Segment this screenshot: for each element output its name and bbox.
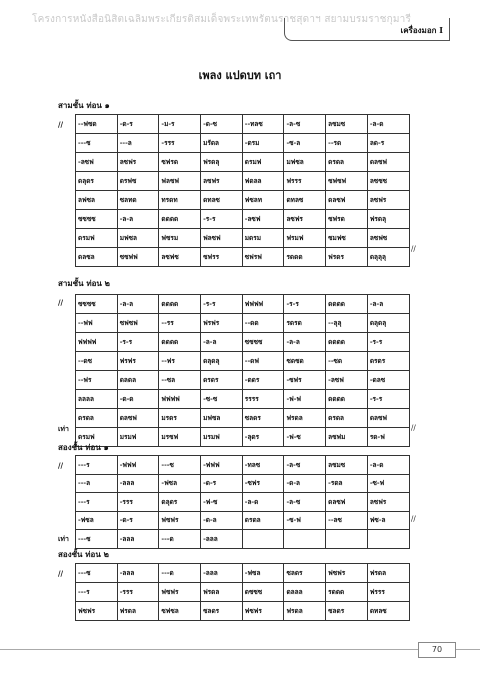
section-title: สามชั้น ท่อน ๒ [58, 278, 110, 288]
notation-cell: -ทลซ [242, 456, 284, 475]
tao-mark: เท่า [58, 534, 69, 543]
notation-cell: ฟฟฟฟ [242, 295, 284, 314]
notation-cell: ดลลล [284, 583, 326, 602]
notation-cell: ซลดร [284, 564, 326, 583]
notation-cell: ฟรดร [326, 248, 368, 267]
notation-cell: ดลุดร [159, 493, 201, 512]
notation-cell: ดลุดลุ [367, 314, 409, 333]
notation-cell: --ดฟ [242, 352, 284, 371]
notation-cell: -ด-ร [201, 474, 243, 493]
notation-cell: ---ร [76, 583, 118, 602]
notation-cell: ดดดด [326, 295, 368, 314]
notation-cell: ลซฟซ [159, 248, 201, 267]
notation-cell: ซมฟซ [326, 229, 368, 248]
notation-cell: ฟรดลุ [201, 153, 243, 172]
notation-cell: ---ร [76, 493, 118, 512]
notation-cell: -ล-ล [117, 210, 159, 229]
notation-cell: -ฟ-ฟ [284, 390, 326, 409]
notation-cell: ฟซฟร [159, 583, 201, 602]
notation-cell: --รร [159, 314, 201, 333]
notation-cell: ดลซฟ [117, 409, 159, 428]
notation-cell: -ล-ซ [284, 115, 326, 134]
tao-mark: เท่า [58, 424, 69, 433]
notation-cell: -ลซฟ [326, 371, 368, 390]
notation-cell: -ร-ร [284, 295, 326, 314]
notation-cell: --ฟร [159, 352, 201, 371]
notation-cell: ฟรดลุ [367, 210, 409, 229]
notation-cell: ลซมซ [326, 456, 368, 475]
notation-cell: รดดด [326, 583, 368, 602]
notation-cell: ดซซซ [242, 583, 284, 602]
notation-cell: รดรด [284, 314, 326, 333]
notation-table [75, 455, 410, 549]
notation-cell [284, 530, 326, 549]
notation-cell: --ซล [159, 371, 201, 390]
notation-cell: -ล-ด [242, 493, 284, 512]
notation-cell: --ลซ [326, 511, 368, 530]
notation-cell: ซซซซ [76, 295, 118, 314]
notation-cell: ดรดล [326, 409, 368, 428]
notation-cell: -ลซฟ [242, 210, 284, 229]
notation-cell: ฟซฟร [159, 511, 201, 530]
notation-cell: -ล-ซ [284, 493, 326, 512]
table-row [76, 474, 410, 493]
notation-cell: มฟซล [201, 409, 243, 428]
notation-cell: ฟรดล [201, 583, 243, 602]
notation-cell: -ดรม [242, 134, 284, 153]
notation-cell: ลซฟร [201, 172, 243, 191]
header-tag: เครื่องมอก I [400, 25, 443, 35]
notation-cell: ---ล [117, 134, 159, 153]
notation-cell: ซฟซฟ [326, 172, 368, 191]
notation-cell: ---ซ [76, 134, 118, 153]
table-row [76, 153, 410, 172]
notation-cell: --ทลซ [242, 115, 284, 134]
notation-cell: -รรร [117, 583, 159, 602]
table-row [76, 248, 410, 267]
notation-cell: ฟรฟร [201, 314, 243, 333]
section-title: สามชั้น ท่อน ๑ [58, 100, 110, 110]
table-row [76, 371, 410, 390]
repeat-start-mark: // [58, 298, 64, 307]
notation-cell: -ล-ล [201, 333, 243, 352]
repeat-end-mark: // [411, 515, 416, 523]
notation-cell [326, 530, 368, 549]
page-number: 70 [418, 642, 456, 658]
notation-cell: --ดด [242, 314, 284, 333]
notation-cell: ดลุดลุ [201, 352, 243, 371]
notation-cell [367, 530, 409, 549]
notation-cell: -ซ-ฟ [284, 511, 326, 530]
notation-cell: -ฟฟฟ [201, 456, 243, 475]
notation-cell: ซซซซ [242, 333, 284, 352]
notation-cell: -ซฟร [242, 474, 284, 493]
notation-cell: รด-ฟ [367, 428, 409, 447]
notation-cell: ลฟซล [76, 191, 118, 210]
notation-cell: --ซด [326, 352, 368, 371]
notation-cell: ซลทด [117, 191, 159, 210]
notation-cell: ดลุลุลุ [367, 248, 409, 267]
notation-cell: ดดดด [326, 333, 368, 352]
notation-cell: มดรม [242, 229, 284, 248]
notation-cell: ซลดร [201, 602, 243, 621]
notation-cell: มฟซล [284, 153, 326, 172]
notation-cell: ดรมฟ [242, 153, 284, 172]
notation-cell: ดรมฟ [76, 428, 118, 447]
notation-cell: ซฟรด [326, 210, 368, 229]
notation-cell: --ฟร [76, 371, 118, 390]
notation-cell: ฟลซฟ [201, 229, 243, 248]
notation-cell: ลซฟซ [367, 229, 409, 248]
notation-cell: -ฟซล [242, 564, 284, 583]
notation-cell: รรรร [242, 390, 284, 409]
notation-cell [242, 530, 284, 549]
notation-cell: ลลลล [76, 390, 118, 409]
notation-cell: -รรร [117, 493, 159, 512]
table-row [76, 191, 410, 210]
notation-cell: -ล-ซ [284, 456, 326, 475]
notation-cell: ดรดล [76, 409, 118, 428]
notation-cell: ดรมฟ [76, 229, 118, 248]
notation-cell: ---ล [76, 474, 118, 493]
notation-cell: -ร-ร [201, 210, 243, 229]
table-row [76, 295, 410, 314]
notation-cell: -ฟฟฟ [117, 456, 159, 475]
notation-cell: ---ซ [76, 530, 118, 549]
notation-cell: รดดด [284, 248, 326, 267]
notation-cell: ดรดร [201, 371, 243, 390]
notation-cell: ฟลซฟ [159, 172, 201, 191]
notation-cell: -ลลล [201, 564, 243, 583]
page-title: เพลง แปดบท เถา [198, 69, 282, 82]
table-row [76, 333, 410, 352]
notation-cell: -ล-ล [367, 295, 409, 314]
notation-table [75, 563, 410, 621]
notation-cell: ---ด [159, 530, 201, 549]
notation-cell: มรมฟ [117, 428, 159, 447]
notation-cell: ลซฟม [326, 428, 368, 447]
table-row [76, 583, 410, 602]
notation-cell: ฟรรร [284, 172, 326, 191]
notation-cell: -ฟซล [76, 511, 118, 530]
notation-cell: ดลซฟ [326, 191, 368, 210]
footer-line [0, 649, 480, 650]
notation-cell: ฟรรร [367, 583, 409, 602]
notation-cell: ทรดท [159, 191, 201, 210]
notation-cell: ดทลซ [367, 602, 409, 621]
notation-cell: ฟฟฟฟ [159, 390, 201, 409]
notation-cell: ซฟรฟ [242, 248, 284, 267]
notation-cell: ดทลซ [284, 191, 326, 210]
notation-cell: ลซซซ [367, 172, 409, 191]
notation-cell: -ม-ร [159, 115, 201, 134]
notation-cell: ดรฟซ [117, 172, 159, 191]
table-row [76, 564, 410, 583]
notation-cell: มรัดล [201, 134, 243, 153]
table-row [76, 210, 410, 229]
notation-cell: ดรดล [326, 153, 368, 172]
notation-cell: ซฟรร [201, 248, 243, 267]
notation-cell: ฟรดล [284, 602, 326, 621]
notation-cell: ดดดด [326, 390, 368, 409]
notation-cell: -ล-ด [367, 456, 409, 475]
notation-cell: ฟซ-ล [367, 511, 409, 530]
notation-table [75, 294, 410, 447]
notation-cell: ซฟซล [159, 602, 201, 621]
notation-cell: -ร-ร [201, 295, 243, 314]
notation-cell: ฟซรม [159, 229, 201, 248]
notation-cell: ซซฟฟ [117, 248, 159, 267]
table-row [76, 602, 410, 621]
notation-cell: ดลซฟ [326, 493, 368, 512]
notation-cell: ดดดด [159, 333, 201, 352]
notation-cell: -รดล [326, 474, 368, 493]
notation-cell: ดรดล [242, 511, 284, 530]
notation-cell: -ลลล [117, 474, 159, 493]
notation-cell: ฟรฟร [117, 352, 159, 371]
notation-cell: -ซ-ล [284, 134, 326, 153]
repeat-end-mark: // [411, 424, 416, 432]
notation-cell: ซลดร [326, 602, 368, 621]
table-row [76, 352, 410, 371]
notation-cell: ---ด [159, 564, 201, 583]
notation-cell: ลซฟร [367, 191, 409, 210]
notation-cell: ลซฟร [367, 493, 409, 512]
notation-cell: -ร-ร [367, 390, 409, 409]
notation-cell: -ด-ซ [201, 115, 243, 134]
table-row [76, 390, 410, 409]
section-title: สองชั้น ท่อน ๒ [58, 549, 109, 559]
table-row [76, 409, 410, 428]
notation-cell: -ลลล [201, 530, 243, 549]
table-row [76, 115, 410, 134]
header-project-text: โครงการหนังสือนิสิตเฉลิมพระเกียรติสมเด็จพระเทพรัตนราชสุดาฯ สยามบรมราชกุมารี [32, 14, 412, 25]
notation-cell: ฟซฟร [326, 564, 368, 583]
notation-cell: ฟรดล [367, 564, 409, 583]
notation-cell: -ลลล [117, 530, 159, 549]
notation-cell: -ลุดร [242, 428, 284, 447]
notation-cell: -รรร [159, 134, 201, 153]
notation-cell: ซฟซฟ [117, 314, 159, 333]
table-row [76, 428, 410, 447]
notation-cell: ---ร [76, 456, 118, 475]
notation-cell: ดลซฟ [367, 409, 409, 428]
table-row [76, 493, 410, 512]
repeat-end-mark: // [411, 245, 416, 253]
notation-cell: ลซฟร [117, 153, 159, 172]
notation-cell: ดดดด [159, 295, 201, 314]
notation-cell: -ด-ด [117, 390, 159, 409]
notation-cell: ดดดด [159, 210, 201, 229]
notation-cell: ดลซฟ [367, 153, 409, 172]
notation-cell: --ดซ [76, 352, 118, 371]
notation-cell: -ลลล [117, 564, 159, 583]
notation-cell: ฟรมฟ [284, 229, 326, 248]
repeat-start-mark: // [58, 461, 64, 470]
notation-cell: --รด [326, 134, 368, 153]
notation-cell: -ร-ร [367, 333, 409, 352]
notation-cell: -ฟซล [159, 474, 201, 493]
notation-cell: -ซฟร [284, 371, 326, 390]
notation-cell: --ฟซด [76, 115, 118, 134]
notation-cell: ซดซด [284, 352, 326, 371]
notation-cell: -ลซฟ [76, 153, 118, 172]
notation-cell: ฟซลท [242, 191, 284, 210]
notation-cell: ฟซฟร [76, 602, 118, 621]
section-title: สองชั้น ท่อน ๑ [58, 442, 109, 452]
notation-cell: ฟรดล [117, 602, 159, 621]
table-row [76, 511, 410, 530]
notation-cell: --ลุลุ [326, 314, 368, 333]
notation-cell: มฟซล [117, 229, 159, 248]
notation-cell: -ร-ร [117, 333, 159, 352]
notation-cell: -ซ-ฟ [367, 474, 409, 493]
notation-cell: ฟฟฟฟ [76, 333, 118, 352]
header-tag-box [284, 18, 450, 41]
notation-cell: --ฟฟ [76, 314, 118, 333]
notation-cell: -ฟ-ซ [201, 493, 243, 512]
notation-cell: -ดลซ [367, 371, 409, 390]
notation-cell: -ด-ร [117, 511, 159, 530]
notation-cell: ฟดลล [242, 172, 284, 191]
notation-cell: ดลดล [117, 371, 159, 390]
notation-table [75, 114, 410, 267]
table-row [76, 229, 410, 248]
notation-cell: ซลดร [242, 409, 284, 428]
notation-cell: -ฟ-ซ [284, 428, 326, 447]
notation-cell: ลซมซ [326, 115, 368, 134]
notation-cell: ---ซ [76, 564, 118, 583]
notation-cell: ดลุดร [76, 172, 118, 191]
notation-cell: ดทลซ [201, 191, 243, 210]
notation-cell: มรมฟ [201, 428, 243, 447]
repeat-start-mark: // [58, 569, 64, 578]
table-row [76, 134, 410, 153]
notation-cell: -ด-ร [117, 115, 159, 134]
table-row [76, 530, 410, 549]
notation-cell: -ดดร [242, 371, 284, 390]
notation-cell: -ซ-ซ [201, 390, 243, 409]
notation-cell: -ล-ล [117, 295, 159, 314]
notation-cell: มรดร [159, 409, 201, 428]
table-row [76, 456, 410, 475]
notation-cell: ดลซล [76, 248, 118, 267]
notation-cell: ฟรดล [284, 409, 326, 428]
notation-cell: -ด-ล [201, 511, 243, 530]
notation-cell: ลซฟร [284, 210, 326, 229]
notation-cell: มรซฟ [159, 428, 201, 447]
notation-cell: ฟซฟร [242, 602, 284, 621]
notation-cell: ซซซซ [76, 210, 118, 229]
table-row [76, 314, 410, 333]
notation-cell: ลด-ร [367, 134, 409, 153]
notation-cell: -ด-ล [284, 474, 326, 493]
notation-cell: ดรดร [367, 352, 409, 371]
notation-cell: -ล-ด [367, 115, 409, 134]
notation-cell: ซฟรด [159, 153, 201, 172]
repeat-start-mark: // [58, 120, 64, 129]
table-row [76, 172, 410, 191]
notation-cell: -ล-ล [284, 333, 326, 352]
notation-cell: ---ซ [159, 456, 201, 475]
